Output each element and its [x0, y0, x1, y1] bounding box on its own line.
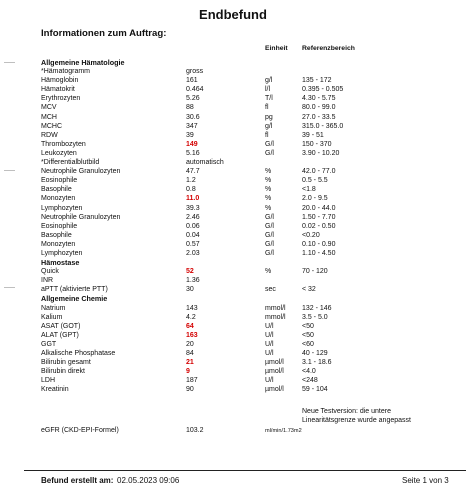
test-name: Natrium — [41, 304, 66, 312]
reference-range: 135 - 172 — [302, 77, 332, 85]
page-indicator: Seite 1 von 3 — [402, 476, 449, 485]
test-name: MCHC — [41, 122, 62, 130]
test-value: 2.46 — [186, 213, 200, 221]
section-heading — [0, 258, 466, 267]
result-row — [0, 149, 466, 158]
test-unit: % — [265, 177, 272, 185]
test-value: 39 — [186, 131, 194, 139]
test-name: Erythrozyten — [41, 95, 81, 103]
test-name: Eosinophile — [41, 177, 78, 185]
result-row — [0, 194, 466, 203]
reference-range: 70 - 120 — [302, 268, 328, 276]
result-row — [0, 176, 466, 185]
test-name: LDH — [41, 377, 56, 385]
result-row — [0, 340, 466, 349]
column-header-unit: Einheit — [265, 45, 288, 52]
test-name: Monozyten — [41, 240, 76, 248]
test-value: 88 — [186, 104, 194, 112]
test-name: Leukozyten — [41, 149, 77, 157]
test-unit: U/l — [265, 377, 274, 385]
test-name: *Hämatogramm — [41, 68, 91, 76]
test-unit: mmol/l — [265, 313, 286, 321]
test-value-abnormal: 11.0 — [186, 195, 200, 203]
test-name: *Differentialblutbild — [41, 159, 100, 167]
test-name: Neutrophile Granulozyten — [41, 168, 121, 176]
result-row — [0, 385, 466, 394]
report-created-label: Befund erstellt am: — [41, 476, 114, 485]
reference-range: <60 — [302, 340, 314, 348]
reference-range: 0.10 - 0.90 — [302, 240, 336, 248]
result-row — [0, 167, 466, 176]
test-value: 1.2 — [186, 177, 196, 185]
reference-range: <1.8 — [302, 186, 316, 194]
test-name: Kreatinin — [41, 386, 69, 394]
test-value: 20 — [186, 340, 194, 348]
reference-range: 80.0 - 99.0 — [302, 104, 336, 112]
order-info-heading: Informationen zum Auftrag: — [41, 28, 167, 39]
test-unit: G/l — [265, 249, 274, 257]
test-name: aPTT (aktivierte PTT) — [41, 286, 108, 294]
test-name: Bilirubin direkt — [41, 368, 85, 376]
test-value: 143 — [186, 304, 198, 312]
test-unit: % — [265, 186, 272, 194]
reference-range: < 32 — [302, 286, 316, 294]
test-unit: g/l — [265, 77, 273, 85]
test-version-note: Neue Testversion: die untere Linearitätsgrenze wurde angepasst — [302, 408, 411, 424]
result-row — [0, 131, 466, 140]
result-row — [0, 304, 466, 313]
reference-range: 2.0 - 9.5 — [302, 195, 328, 203]
reference-range: 3.90 - 10.20 — [302, 149, 340, 157]
result-row — [0, 249, 466, 258]
reference-range: <4.0 — [302, 368, 316, 376]
section-title: Allgemeine Hämatologie — [41, 58, 125, 67]
test-name: RDW — [41, 131, 58, 139]
test-unit: G/l — [265, 149, 274, 157]
test-value: 0.57 — [186, 240, 200, 248]
test-name: MCH — [41, 113, 57, 121]
test-unit: l/l — [265, 86, 271, 94]
result-row — [0, 185, 466, 194]
result-row — [0, 267, 466, 276]
reference-range: 59 - 104 — [302, 386, 328, 394]
section-heading — [0, 58, 466, 67]
test-name: ASAT (GOT) — [41, 322, 81, 330]
test-value: 84 — [186, 350, 194, 357]
test-name: Kalium — [41, 313, 63, 321]
reference-range: 42.0 - 77.0 — [302, 168, 336, 176]
test-value: 47.7 — [186, 168, 200, 176]
test-unit: G/l — [265, 140, 274, 148]
test-name: Quick — [41, 268, 59, 276]
footer-divider — [24, 470, 466, 471]
reference-range: 315.0 - 365.0 — [302, 122, 344, 130]
results-table — [0, 58, 466, 394]
test-value: 30.6 — [186, 113, 200, 121]
reference-range: <50 — [302, 331, 314, 339]
test-value: 2.03 — [186, 249, 200, 257]
test-unit: fl — [265, 131, 269, 139]
test-name: Monozyten — [41, 195, 76, 203]
result-row — [0, 158, 466, 167]
result-row — [0, 94, 466, 103]
test-unit: µmol/l — [265, 386, 284, 394]
test-name: Basophile — [41, 231, 72, 239]
test-unit: % — [265, 204, 272, 212]
result-row — [0, 113, 466, 122]
reference-range: 39 - 51 — [302, 131, 324, 139]
test-value-abnormal: 21 — [186, 359, 194, 367]
test-unit: U/l — [265, 322, 274, 330]
result-row — [0, 122, 466, 131]
report-created-date: 02.05.2023 09:06 — [117, 476, 180, 485]
test-unit: % — [265, 195, 272, 203]
reference-range: 4.30 - 5.75 — [302, 95, 336, 103]
test-name: INR — [41, 277, 54, 285]
result-row — [0, 103, 466, 112]
test-name: ALAT (GPT) — [41, 331, 79, 339]
result-row — [0, 376, 466, 385]
test-unit: fl — [265, 104, 269, 112]
test-value-abnormal: 9 — [186, 368, 190, 376]
result-row — [0, 231, 466, 240]
reference-range: 3.1 - 18.6 — [302, 359, 332, 367]
test-value: 30 — [186, 286, 194, 294]
test-value: 4.2 — [186, 313, 196, 321]
result-row — [0, 313, 466, 322]
result-row — [0, 358, 466, 367]
test-unit: % — [265, 268, 272, 276]
reference-range: 0.395 - 0.505 — [302, 86, 344, 94]
egfr-unit: ml/min/1.73m2 — [265, 428, 302, 434]
result-row — [0, 240, 466, 249]
reference-range: 1.50 - 7.70 — [302, 213, 336, 221]
result-row — [0, 213, 466, 222]
test-value: 187 — [186, 377, 198, 385]
test-unit: µmol/l — [265, 368, 284, 376]
test-value: 0.06 — [186, 222, 200, 230]
test-unit: T/l — [265, 95, 273, 103]
result-row — [0, 204, 466, 213]
test-name: Bilirubin gesamt — [41, 359, 91, 367]
egfr-name: eGFR (CKD-EPI-Formel) — [41, 427, 119, 434]
test-name: MCV — [41, 104, 57, 112]
test-name: Hämoglobin — [41, 77, 79, 85]
test-unit: U/l — [265, 331, 274, 339]
test-value: automatisch — [186, 159, 224, 167]
test-unit: sec — [265, 286, 276, 294]
test-unit: mmol/l — [265, 304, 286, 312]
test-value: 0.8 — [186, 186, 196, 194]
reference-range: 1.10 - 4.50 — [302, 249, 336, 257]
test-unit: g/l — [265, 122, 273, 130]
section-title: Allgemeine Chemie — [41, 294, 108, 304]
result-row — [0, 85, 466, 94]
reference-range: <248 — [302, 377, 318, 385]
result-row — [0, 349, 466, 358]
test-value: 161 — [186, 77, 198, 85]
test-value-abnormal: 163 — [186, 331, 198, 339]
reference-range: 150 - 370 — [302, 140, 332, 148]
test-value: 90 — [186, 386, 194, 394]
test-value: 0.464 — [186, 86, 204, 94]
reference-range: 0.02 - 0.50 — [302, 222, 336, 230]
section-title: Hämostase — [41, 258, 80, 268]
document-title: Endbefund — [199, 7, 267, 22]
result-row — [0, 222, 466, 231]
test-value: 347 — [186, 122, 198, 130]
test-name: Lymphozyten — [41, 204, 83, 212]
test-name: Lymphozyten — [41, 249, 83, 257]
test-unit: G/l — [265, 240, 274, 248]
result-row — [0, 76, 466, 85]
egfr-value: 103.2 — [186, 427, 204, 434]
test-unit: % — [265, 168, 272, 176]
reference-range: 0.5 - 5.5 — [302, 177, 328, 185]
section-heading — [0, 294, 466, 303]
result-row — [0, 285, 466, 294]
test-value: 5.16 — [186, 149, 200, 157]
test-value-abnormal: 149 — [186, 140, 198, 148]
test-name: Thrombozyten — [41, 140, 86, 148]
test-unit: G/l — [265, 222, 274, 230]
test-value: gross — [186, 68, 204, 76]
test-unit: µmol/l — [265, 359, 284, 367]
result-row — [0, 140, 466, 149]
test-name: Hämatokrit — [41, 86, 75, 94]
test-value: 0.04 — [186, 231, 200, 239]
result-row — [0, 67, 466, 76]
test-unit: pg — [265, 113, 273, 121]
result-row — [0, 367, 466, 376]
test-name: Eosinophile — [41, 222, 78, 230]
result-row — [0, 331, 466, 340]
result-row — [0, 276, 466, 285]
reference-range: <50 — [302, 322, 314, 330]
reference-range: 3.5 - 5.0 — [302, 313, 328, 321]
test-unit: U/l — [265, 340, 274, 348]
test-name: Neutrophile Granulozyten — [41, 213, 121, 221]
reference-range: 20.0 - 44.0 — [302, 204, 336, 212]
test-value-abnormal: 64 — [186, 322, 194, 330]
test-value-abnormal: 52 — [186, 268, 194, 276]
test-value: 1.36 — [186, 277, 200, 285]
test-name: Basophile — [41, 186, 72, 194]
test-value: 39.3 — [186, 204, 200, 212]
result-row — [0, 322, 466, 331]
test-unit: G/l — [265, 231, 274, 239]
test-unit: G/l — [265, 213, 274, 221]
test-name: GGT — [41, 340, 57, 348]
reference-range: <0.20 — [302, 231, 320, 239]
test-unit: U/l — [265, 350, 274, 357]
reference-range: 27.0 - 33.5 — [302, 113, 336, 121]
test-name: Alkalische Phosphatase — [41, 350, 116, 357]
reference-range: 132 - 146 — [302, 304, 332, 312]
test-value: 5.26 — [186, 95, 200, 103]
column-header-reference: Referenzbereich — [302, 45, 355, 52]
reference-range: 40 - 129 — [302, 350, 328, 357]
